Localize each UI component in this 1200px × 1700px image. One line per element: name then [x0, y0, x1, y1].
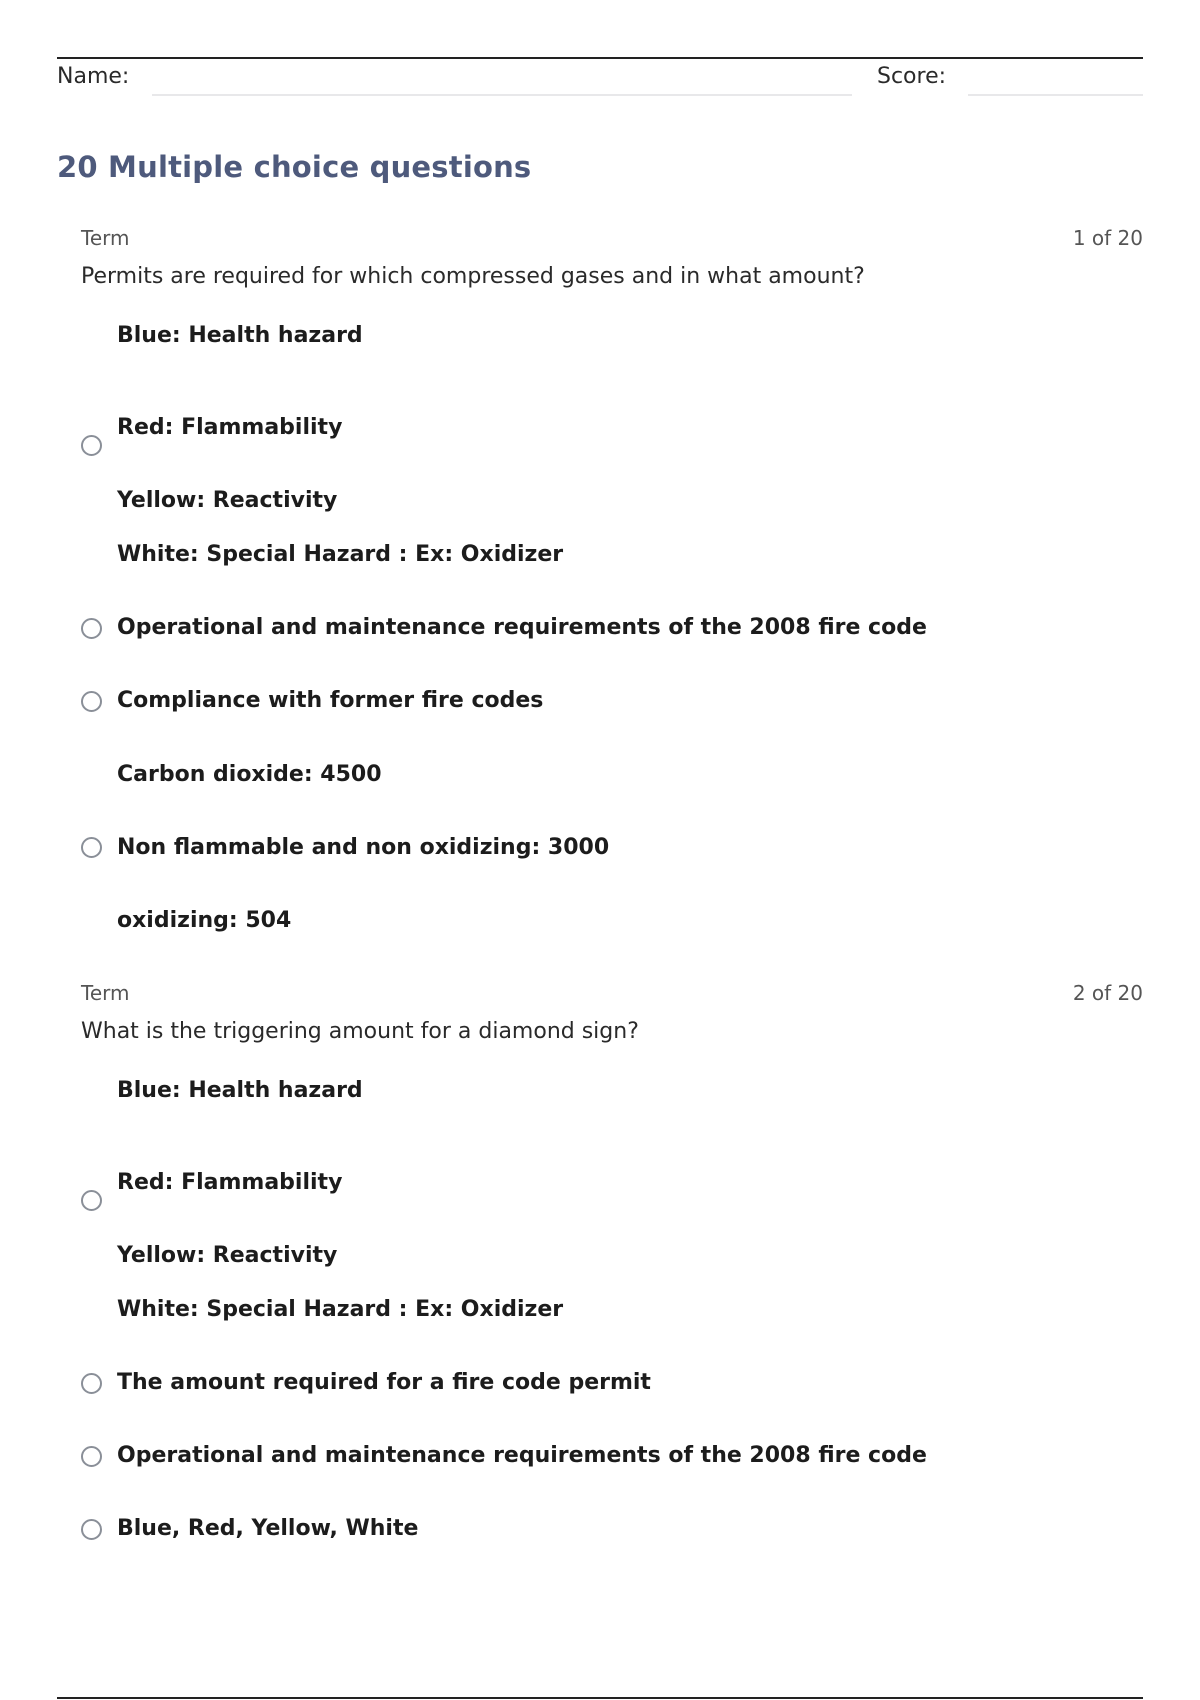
radio-button[interactable]	[81, 618, 102, 639]
option-text-line: Blue: Health hazard	[117, 323, 363, 348]
option-text-line: Blue, Red, Yellow, White	[117, 1516, 419, 1541]
answer-option[interactable]	[81, 738, 1143, 957]
radio-button[interactable]	[81, 435, 102, 456]
section-title: 20 Multiple choice questions	[57, 150, 532, 184]
answer-option[interactable]	[81, 1438, 1143, 1474]
question-counter: 2 of 20	[1072, 981, 1143, 1005]
option-text-line: Operational and maintenance requirements of the 2008 fire code	[117, 615, 927, 640]
score-input-line[interactable]	[968, 94, 1143, 96]
option-text-line: Blue: Health hazard	[117, 1078, 363, 1103]
question-prompt: Permits are required for which compressed gases and in what amount?	[81, 264, 865, 289]
top-rule	[57, 57, 1143, 59]
answer-option[interactable]	[81, 683, 1143, 719]
radio-button[interactable]	[81, 1446, 102, 1467]
answer-option[interactable]	[81, 1365, 1143, 1401]
answer-option[interactable]	[81, 318, 1143, 573]
radio-button[interactable]	[81, 837, 102, 858]
option-text-line: White: Special Hazard : Ex: Oxidizer	[117, 542, 564, 567]
option-text-line: Compliance with former fire codes	[117, 688, 544, 713]
question-counter: 1 of 20	[1072, 226, 1143, 250]
question-prompt: What is the triggering amount for a diamond sign?	[81, 1019, 639, 1044]
option-text-line: Red: Flammability	[117, 415, 343, 440]
answer-option[interactable]	[81, 1511, 1143, 1547]
option-text-line: The amount required for a fire code permit	[117, 1370, 651, 1395]
term-label: Term	[81, 226, 130, 250]
bottom-rule	[57, 1697, 1143, 1699]
term-label: Term	[81, 981, 130, 1005]
option-text-line: Yellow: Reactivity	[117, 488, 338, 513]
option-text-line: White: Special Hazard : Ex: Oxidizer	[117, 1297, 564, 1322]
option-text-line: Operational and maintenance requirements of the 2008 fire code	[117, 1443, 927, 1468]
radio-button[interactable]	[81, 1190, 102, 1211]
score-label: Score:	[877, 64, 947, 89]
answer-option[interactable]	[81, 1073, 1143, 1328]
answer-option[interactable]	[81, 610, 1143, 646]
option-text-line: Non flammable and non oxidizing: 3000	[117, 835, 610, 860]
radio-button[interactable]	[81, 1373, 102, 1394]
option-text-line: Carbon dioxide: 4500	[117, 762, 382, 787]
question-card-1	[81, 226, 1143, 957]
radio-button[interactable]	[81, 691, 102, 712]
question-card-2	[81, 981, 1143, 1547]
option-text-line: Red: Flammability	[117, 1170, 343, 1195]
option-text-line: Yellow: Reactivity	[117, 1243, 338, 1268]
option-text-line: oxidizing: 504	[117, 908, 292, 933]
radio-button[interactable]	[81, 1519, 102, 1540]
name-input-line[interactable]	[152, 94, 852, 96]
name-label: Name:	[57, 64, 130, 89]
